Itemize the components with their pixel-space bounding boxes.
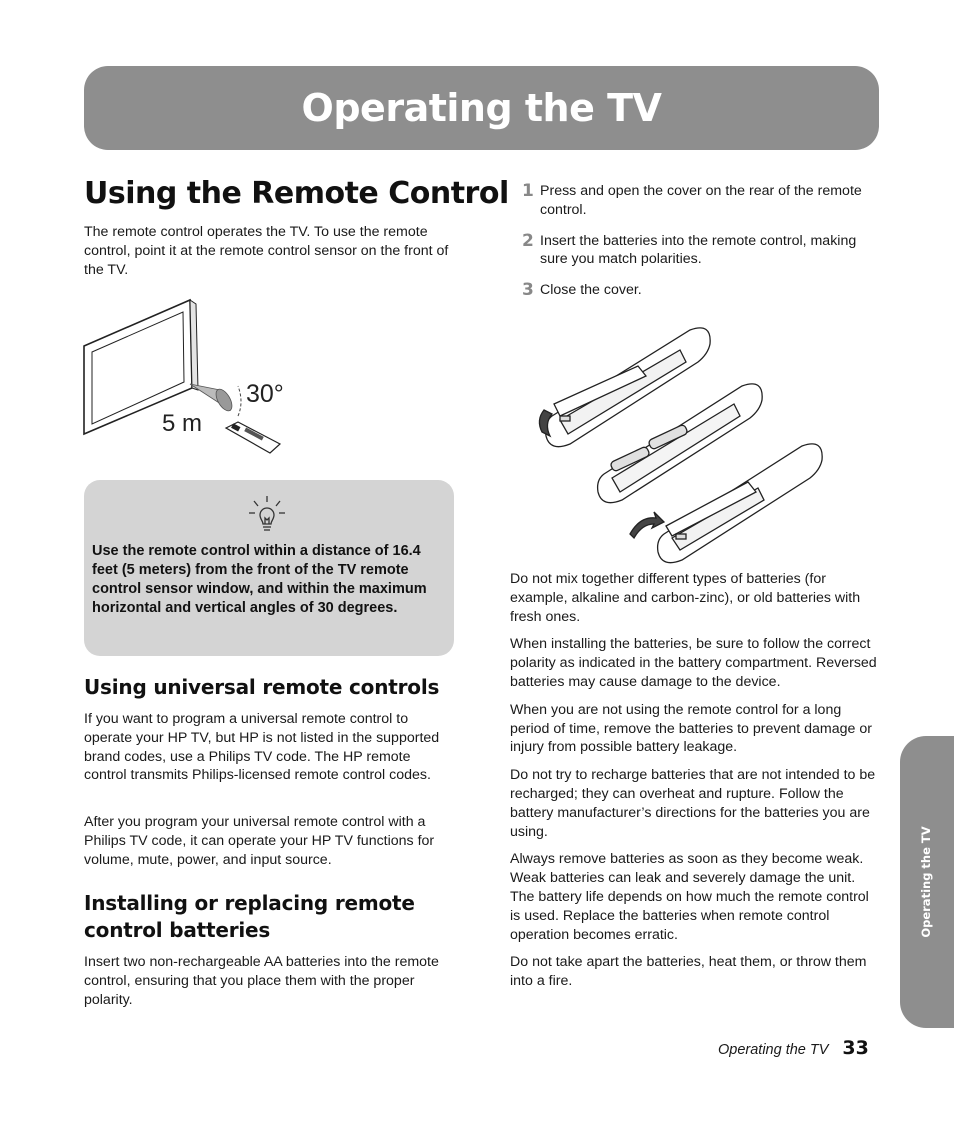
battery-notes <box>510 570 880 991</box>
batteries-paragraph: Insert two non-rechargeable AA batteries into the remote control, ensuring that you place them with the proper polarity. <box>84 954 439 1008</box>
chapter-side-tab <box>900 736 954 1028</box>
distance-label: 5 m <box>162 410 203 437</box>
angle-arc <box>238 386 241 416</box>
steps-list <box>522 182 882 300</box>
page-footer <box>718 1037 869 1059</box>
note-paragraph: When installing the batteries, be sure to follow the correct polarity as indicated in the battery compartment. Reversed batteries may cause damage to the device. <box>510 636 877 690</box>
universal-paragraph-2: After you program your universal remote control with a Philips TV code, it can operate your HP TV functions for volume, mute, power, and input source. <box>84 814 435 868</box>
batteries-heading: Installing or replacing remote control batteries <box>84 891 415 942</box>
step-2 <box>522 232 882 270</box>
step-text: Close the cover. <box>540 282 642 299</box>
battery-installation-illustration <box>530 320 830 570</box>
lightbulb-icon <box>246 494 288 534</box>
step-3 <box>522 281 882 300</box>
note-paragraph: When you are not using the remote control for a long period of time, remove the batteries to prevent damage or injury from possible battery leakage. <box>510 701 872 756</box>
page-number: 33 <box>842 1037 869 1059</box>
section-heading: Using the Remote Control <box>84 176 509 211</box>
note-paragraph: Do not try to recharge batteries that are not intended to be recharged; they can overheat and rupture. Follow the battery manufacturer’s directions for the batteries you are using. <box>510 767 876 840</box>
tip-box <box>84 480 454 656</box>
note-paragraph: Always remove batteries as soon as they become weak. Weak batteries can leak and severely damage the unit. The battery life depends on how much the remote control is used. Replace the batteries when remote control operation becomes erratic. <box>510 851 869 943</box>
universal-heading: Using universal remote controls <box>84 675 440 699</box>
sensor-cone-icon <box>190 384 235 413</box>
step-number: 1 <box>522 181 534 201</box>
side-tab-label: Operating the TV <box>919 826 933 938</box>
step-text: Insert the batteries into the remote control, making sure you match polarities. <box>540 232 857 268</box>
note-paragraph: Do not take apart the batteries, heat them, or throw them into a fire. <box>510 954 867 990</box>
angle-label: 30° <box>246 380 284 408</box>
step-number: 2 <box>522 230 534 251</box>
chapter-banner <box>84 66 879 150</box>
remote-illustration <box>226 422 280 453</box>
intro-paragraph: The remote control operates the TV. To use the remote control, point it at the remote control sensor on the front of the TV. <box>84 224 449 278</box>
step-1 <box>522 182 882 220</box>
chapter-title: Operating the TV <box>301 86 662 130</box>
note-paragraph: Do not mix together different types of batteries (for example, alkaline and carbon-zinc), or old batteries with fresh ones. <box>510 571 861 625</box>
footer-chapter-label: Operating the TV <box>718 1042 829 1058</box>
step-number: 3 <box>522 280 534 301</box>
tip-text: Use the remote control within a distance of 16.4 feet (5 meters) from the front of the TV remote control sensor window, and within the maximum horizontal and vertical angles of 30 degrees. <box>92 543 427 616</box>
step-text: Press and open the cover on the rear of the remote control. <box>540 183 862 218</box>
arrow-icon <box>630 512 664 538</box>
universal-paragraph-1: If you want to program a universal remote control to operate your HP TV, but HP is not listed in the supported brand codes, use a Philips TV code. The HP remote control transmits Philips-licensed remote control codes. <box>84 711 440 784</box>
